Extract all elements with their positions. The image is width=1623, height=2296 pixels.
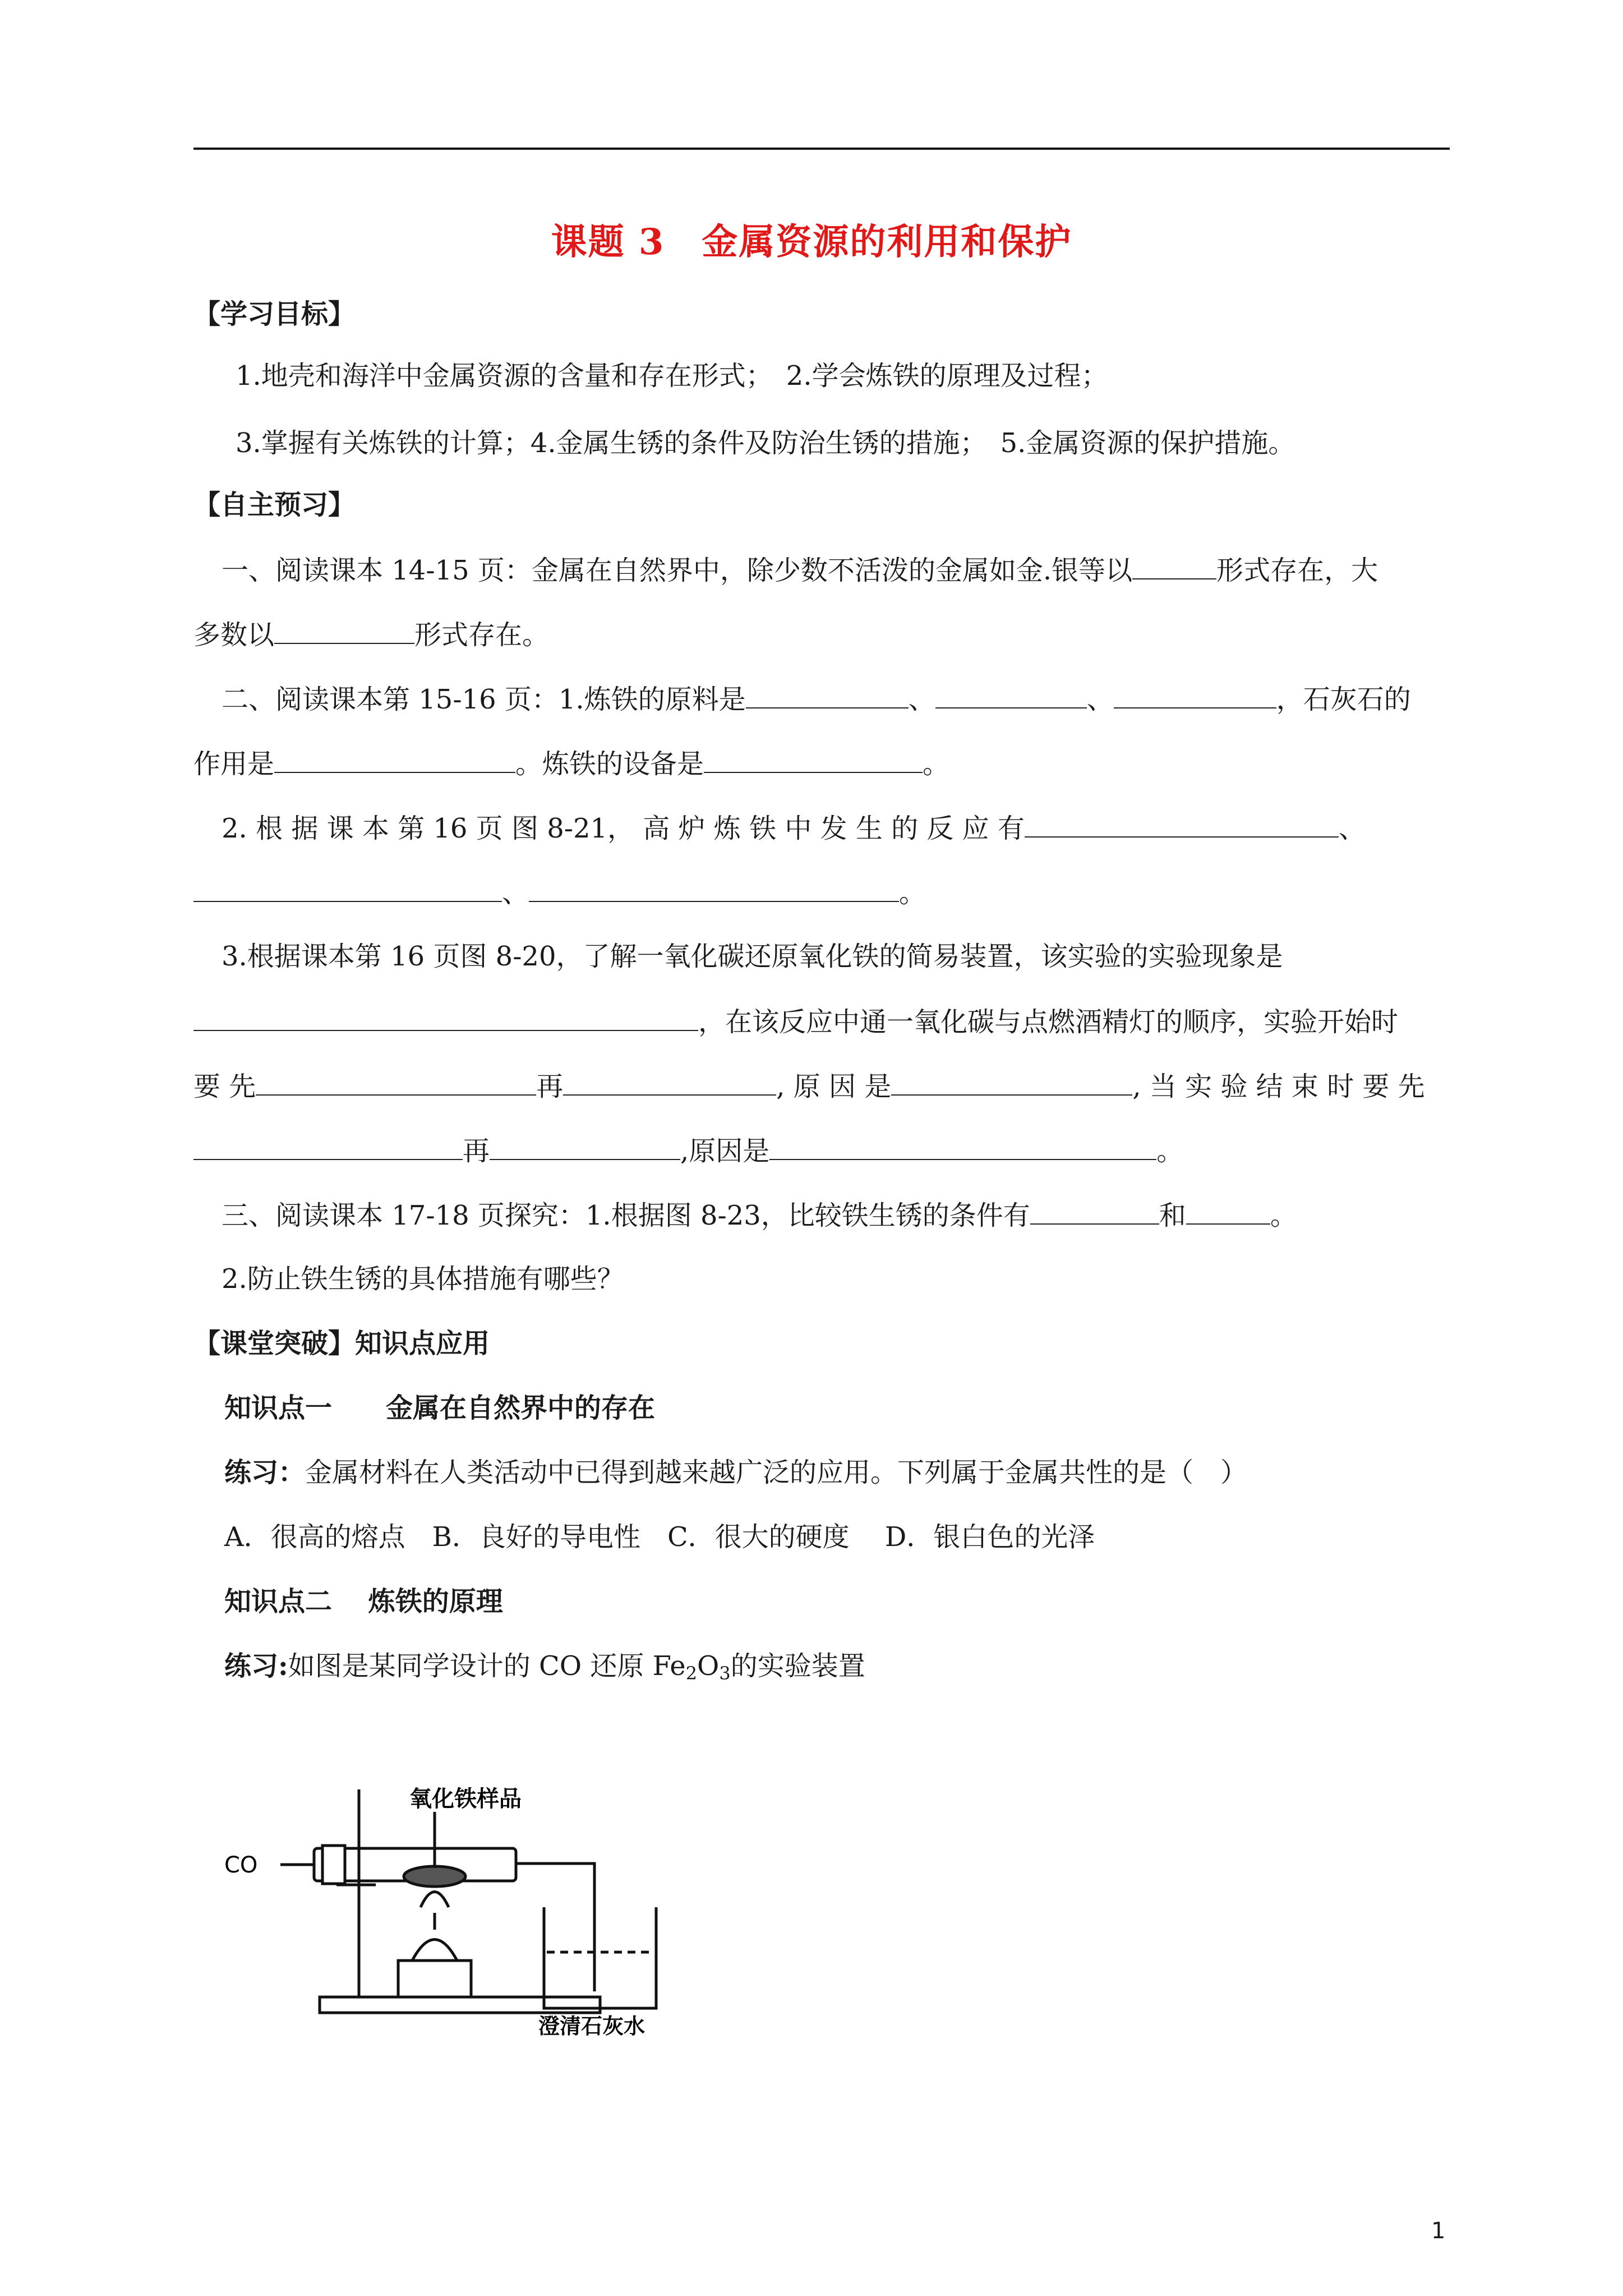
page-title: 课题 3 金属资源的利用和保护 xyxy=(551,221,1072,263)
separator: 、 xyxy=(908,684,935,715)
fill-blank[interactable] xyxy=(704,746,923,773)
text: , 原 因 是 xyxy=(776,1071,892,1102)
objective-line-1: 1.地壳和海洋中金属资源的含量和存在形式； 2.学会炼铁的原理及过程； xyxy=(236,360,1108,392)
preview-para-4: 3.根据课本第 16 页图 8-20，了解一氧化碳还原氧化铁的简易装置，该实验的实验现象是 xyxy=(222,941,1283,972)
fill-blank[interactable] xyxy=(746,682,909,708)
text: ,原因是 xyxy=(680,1135,770,1167)
text: 再 xyxy=(463,1135,490,1167)
fill-blank[interactable] xyxy=(563,1069,776,1096)
text: 再 xyxy=(536,1071,564,1102)
text: 要 先 xyxy=(193,1071,256,1102)
fill-blank[interactable] xyxy=(490,1133,680,1160)
fill-blank[interactable] xyxy=(1132,553,1216,579)
text: 作用是 xyxy=(193,748,275,780)
fill-blank[interactable] xyxy=(193,1004,698,1031)
preview-para-4-cont xyxy=(193,1004,1398,1039)
fill-blank[interactable] xyxy=(193,1133,463,1160)
separator: 、 xyxy=(502,877,529,909)
text: 和 xyxy=(1159,1200,1186,1231)
preview-para-6: 2.防止铁生锈的具体措施有哪些？ xyxy=(222,1263,624,1295)
knowledge-point-1: 知识点一 金属在自然界中的存在 xyxy=(224,1392,656,1424)
exercise-2 xyxy=(224,1649,865,1690)
exercise-1-options: A．很高的熔点 B．良好的导电性 C．很大的硬度 D．银白色的光泽 xyxy=(224,1521,1095,1553)
preview-para-2-cont xyxy=(193,746,949,781)
preview-para-3-cont xyxy=(193,875,926,910)
text: 三、阅读课本 17-18 页探究：1.根据图 8-23，比较铁生锈的条件有 xyxy=(222,1200,1030,1231)
label-co: CO xyxy=(224,1852,258,1878)
exercise-label: 练习: xyxy=(224,1650,288,1682)
subscript: 3 xyxy=(719,1663,731,1684)
fill-blank[interactable] xyxy=(1186,1198,1270,1225)
text: ，在该反应中通一氧化碳与点燃酒精灯的顺序，实验开始时 xyxy=(698,1006,1399,1038)
text: 。 xyxy=(1156,1135,1184,1167)
exercise-text: 的实验装置 xyxy=(730,1650,865,1682)
text: 形式存在。 xyxy=(414,619,550,651)
text: 。炼铁的设备是 xyxy=(515,748,704,780)
fill-blank[interactable] xyxy=(891,1069,1132,1096)
label-sample: 氧化铁样品 xyxy=(409,1786,522,1812)
page-number: 1 xyxy=(1431,2218,1446,2244)
text: , 当 实 验 结 束 时 要 先 xyxy=(1132,1071,1425,1102)
exercise-text: 金属材料在人类活动中已得到越来越广泛的应用。下列属于金属共性的是（ ） xyxy=(305,1457,1248,1488)
fill-blank[interactable] xyxy=(256,1069,536,1096)
stopper xyxy=(322,1846,345,1884)
preview-para-1 xyxy=(222,553,1378,587)
outlet-tube xyxy=(516,1864,594,1991)
stand-base xyxy=(320,1997,600,2013)
fill-blank[interactable] xyxy=(274,617,414,644)
text: 。 xyxy=(1270,1200,1297,1231)
co-reduction-apparatus-figure xyxy=(224,1767,684,2036)
header-rule xyxy=(193,148,1450,150)
text: ，石灰石的 xyxy=(1276,684,1411,715)
subscript: 2 xyxy=(685,1663,698,1684)
preview-para-3 xyxy=(222,811,1366,845)
text: 2. 根 据 课 本 第 16 页 图 8-21， 高 炉 炼 铁 中 发 生 的 反 应 有 xyxy=(222,813,1025,844)
label-limewater: 澄清石灰水 xyxy=(538,2014,645,2036)
preview-para-5 xyxy=(222,1198,1297,1232)
text: 多数以 xyxy=(193,619,275,651)
separator: 、 xyxy=(1338,813,1366,844)
fill-blank[interactable] xyxy=(769,1133,1156,1160)
objectives-header: 【学习目标】 xyxy=(193,298,356,330)
separator: 、 xyxy=(1086,684,1114,715)
fill-blank[interactable] xyxy=(1030,1198,1159,1225)
iron-oxide-sample xyxy=(404,1866,465,1887)
alcohol-lamp xyxy=(412,1940,457,1961)
preview-para-4-cont3 xyxy=(193,1133,1183,1168)
exercise-text: O xyxy=(697,1650,720,1682)
text: 。 xyxy=(923,748,950,780)
preview-para-4-cont2 xyxy=(193,1069,1425,1103)
text: 二、阅读课本第 15-16 页：1.炼铁的原料是 xyxy=(222,684,746,715)
exercise-text: 如图是某同学设计的 CO 还原 Fe xyxy=(288,1650,686,1682)
fill-blank[interactable] xyxy=(1114,682,1276,708)
text: 形式存在，大 xyxy=(1216,555,1378,586)
lamp-support xyxy=(398,1961,471,1997)
exercise-1 xyxy=(224,1456,1247,1489)
preview-para-1-cont xyxy=(193,617,549,652)
preview-para-2 xyxy=(222,682,1411,716)
text: 。 xyxy=(899,877,926,909)
fill-blank[interactable] xyxy=(935,682,1087,708)
preview-header: 【自主预习】 xyxy=(193,489,356,521)
knowledge-point-2: 知识点二 炼铁的原理 xyxy=(224,1586,503,1617)
objective-line-2: 3.掌握有关炼铁的计算；4.金属生锈的条件及防治生锈的措施； 5.金属资源的保护措施。 xyxy=(236,427,1295,459)
fill-blank[interactable] xyxy=(1025,811,1339,838)
text: 一、阅读课本 14-15 页：金属在自然界中，除少数不活泼的金属如金.银等以 xyxy=(222,555,1133,586)
fill-blank[interactable] xyxy=(529,875,899,902)
beaker xyxy=(544,1907,656,2008)
classroom-header: 【课堂突破】知识点应用 xyxy=(193,1328,490,1359)
flame xyxy=(421,1892,449,1908)
fill-blank[interactable] xyxy=(193,875,502,902)
exercise-label: 练习： xyxy=(224,1457,306,1488)
fill-blank[interactable] xyxy=(274,746,515,773)
